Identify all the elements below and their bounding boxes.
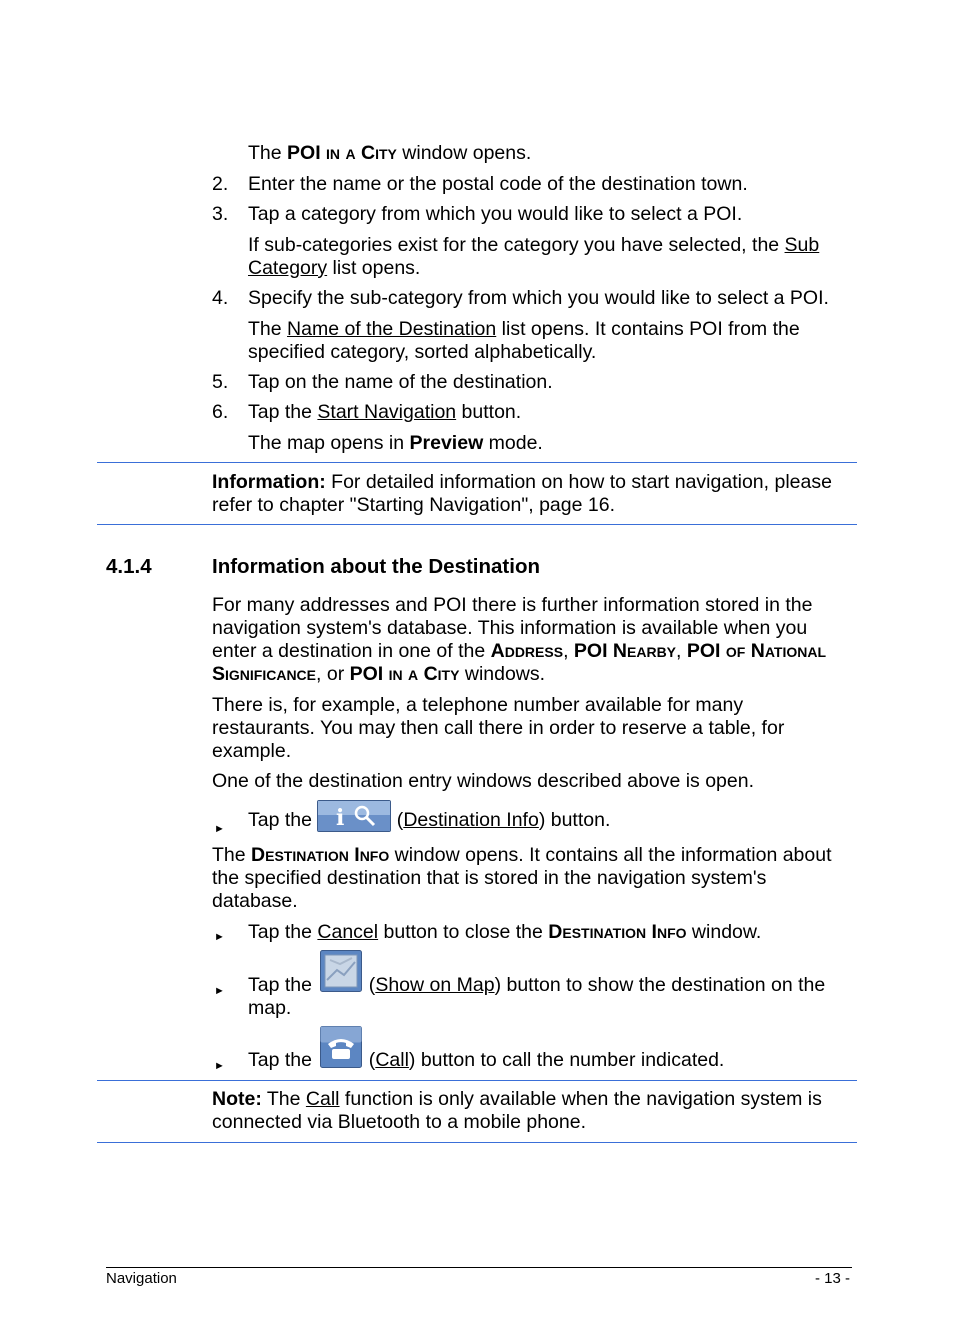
step-2-number: 2. xyxy=(212,173,229,195)
bullet-3-marker: ► xyxy=(214,985,225,997)
bullet-2-text: Tap the Cancel button to close the Destination Info window. xyxy=(248,921,762,943)
note-box-text: Note: The Call function is only available when the navigation system is connected via Bluetooth to a mobile phone. xyxy=(212,1088,822,1133)
step-5-text: Tap on the name of the destination. xyxy=(248,371,553,393)
info-box-bottom-rule xyxy=(97,524,857,525)
section-title: Information about the Destination xyxy=(212,555,540,578)
step-3-note: If sub-categories exist for the category you have selected, the Sub Category list opens. xyxy=(248,234,820,279)
step-2-text: Enter the name or the postal code of the destination town. xyxy=(248,173,748,195)
step-4-text: Specify the sub-category from which you would like to select a POI. xyxy=(248,287,829,309)
paragraph-4: The Destination Info window opens. It contains all the information about the specified destination that is stored in the navigation system's database. xyxy=(212,844,832,912)
bullet-4-text: Tap the (Call) button to call the number indicated. xyxy=(248,1049,725,1071)
paragraph-2: There is, for example, a telephone number available for many restaurants. You may then call there in order to reserve a table, for example. xyxy=(212,694,785,762)
footer-chapter: Navigation xyxy=(106,1270,177,1287)
step-3-number: 3. xyxy=(212,203,229,225)
footer-page-number: - 13 - xyxy=(814,1270,850,1287)
step-5-number: 5. xyxy=(212,371,229,393)
step-3-text: Tap a category from which you would like to select a POI. xyxy=(248,203,743,225)
sub-category-link: Sub Category xyxy=(248,234,820,279)
show-on-map-link: Show on Map xyxy=(375,974,495,996)
footer-rule xyxy=(106,1267,852,1268)
cancel-link: Cancel xyxy=(317,921,379,943)
step-4-note: The Name of the Destination list opens. It contains POI from the specified category, sorted alphabetically. xyxy=(248,318,800,363)
bullet-1-marker: ► xyxy=(214,823,225,835)
info-box-text: Information: For detailed information on how to start navigation, please refer to chapter "Starting Navigation", page 16. xyxy=(212,471,832,516)
name-of-destination-link: Name of the Destination xyxy=(287,318,497,340)
poi-window-opens-text: The POI in a City window opens. xyxy=(248,142,532,164)
paragraph-1: For many addresses and POI there is further information stored in the navigation system's database. This information is available when you enter a destination in one of the Address, POI Nearby, POI of National Significance, or POI in a City windows. xyxy=(212,594,826,685)
bullet-2-marker: ► xyxy=(214,931,225,943)
destination-info-icon[interactable] xyxy=(317,800,391,832)
bullet-4-marker: ► xyxy=(214,1060,225,1072)
destination-info-link: Destination Info xyxy=(403,809,539,831)
bullet-3-text: Tap the (Show on Map) button to show the destination on the map. xyxy=(248,974,826,1019)
step-6-number: 6. xyxy=(212,401,229,423)
step-6-text: Tap the Start Navigation button. xyxy=(248,401,522,423)
svg-text:i: i xyxy=(336,805,345,831)
paragraph-3: One of the destination entry windows described above is open. xyxy=(212,770,755,792)
section-number: 4.1.4 xyxy=(106,555,152,578)
step-6-note: The map opens in Preview mode. xyxy=(248,432,543,454)
start-navigation-link: Start Navigation xyxy=(317,401,457,423)
bullet-1-text: Tap the i (Destination Info) button. xyxy=(248,800,854,832)
note-box-top-rule xyxy=(97,1080,857,1081)
step-4-number: 4. xyxy=(212,287,229,309)
call-link: Call xyxy=(375,1049,409,1071)
info-box-top-rule xyxy=(97,462,857,463)
note-box-bottom-rule xyxy=(97,1142,857,1143)
call-function-link: Call xyxy=(305,1088,340,1110)
